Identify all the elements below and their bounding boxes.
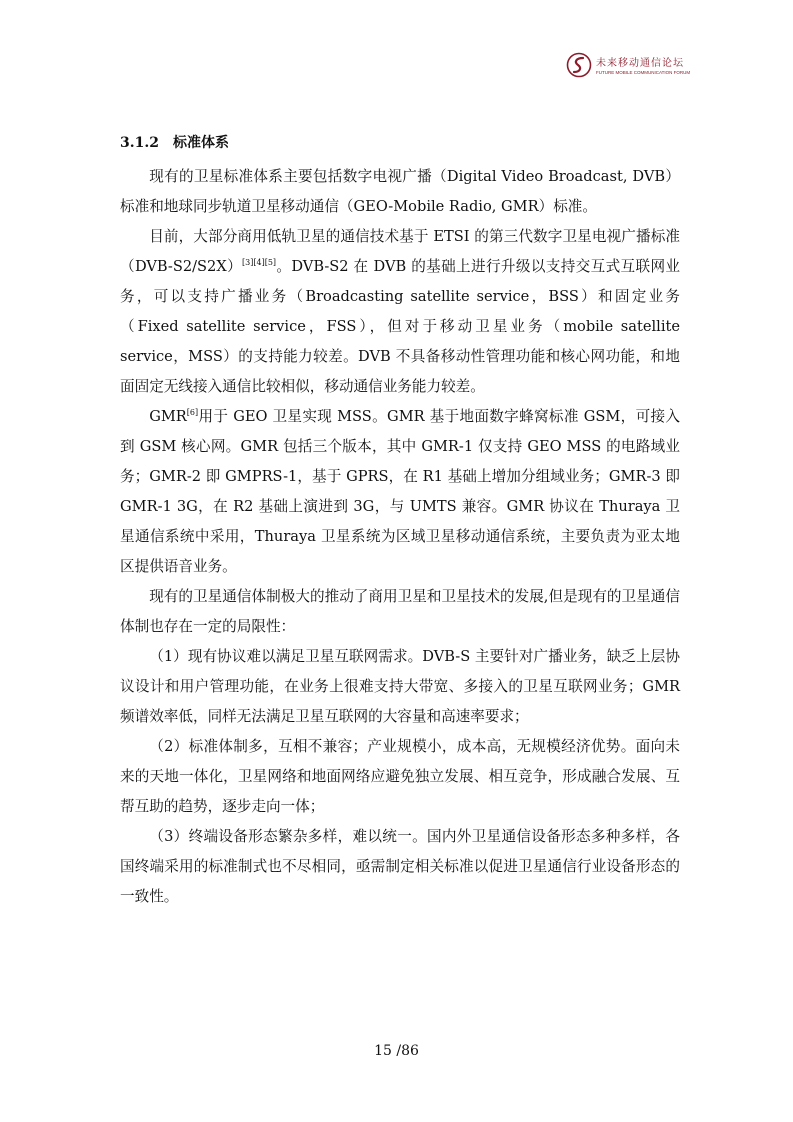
paragraph-3: GMR[6]用于 GEO 卫星实现 MSS。GMR 基于地面数字蜂窝标准 GSM，可接入到 GSM 核心网。GMR 包括三个版本，其中 GMR-1 仅支持 GEO MSS 的电路域业务；GMR-2 即 GMPRS-1，基于 GPRS，在 R1 基础上增加分组域业务；GMR-3 即 GMR-1 3G，在 R2 基础上演进到 3G，与 UMTS 兼容。GMR 协议在 Thuraya 卫星通信系统中采用，Thuraya 卫星系统为区域卫星移动通信系统，主要负责为亚太地区提供语音业务。 xyxy=(120,408,680,575)
forum-logo-icon xyxy=(566,52,592,78)
list-item-3: （3）终端设备形态繁杂多样，难以统一。国内外卫星通信设备形态多种多样，各国终端采用的标准制式也不尽相同，亟需制定相关标准以促进卫星通信行业设备形态的一致性。 xyxy=(120,828,680,905)
page-number: 15 /86 xyxy=(374,1043,419,1059)
section-number: 3.1.2 xyxy=(120,135,159,151)
section-title: 标准体系 xyxy=(172,135,229,151)
logo-english-text: FUTURE MOBILE COMMUNICATION FORUM xyxy=(596,70,691,75)
paragraph-2: 目前，大部分商用低轨卫星的通信技术基于 ETSI 的第三代数字卫星电视广播标准（DVB-S2/S2X）[3][4][5]。DVB-S2 在 DVB 的基础上进行升级以支持交互式互联网业务，可以支持广播业务（Broadcasting satellite service，BSS）和固定业务（Fixed satellite service，FSS），但对于移动卫星业务（mobile satellite service，MSS）的支持能力较差。DVB 不具备移动性管理功能和核心网功能，和地面固定无线接入通信比较相似，移动通信业务能力较差。 xyxy=(120,228,680,395)
section-heading xyxy=(120,128,680,158)
logo-chinese-text: 未来移动通信论坛 xyxy=(596,58,684,69)
citation-ref: [6] xyxy=(186,408,199,418)
header-logo xyxy=(566,50,706,84)
document-body xyxy=(120,128,680,912)
list-item-1: （1）现有协议难以满足卫星互联网需求。DVB-S 主要针对广播业务，缺乏上层协议设计和用户管理功能，在业务上很难支持大带宽、多接入的卫星互联网业务；GMR 频谱效率低，同样无法满足卫星互联网的大容量和高速率要求； xyxy=(120,648,680,725)
paragraph-1: 现有的卫星标准体系主要包括数字电视广播（Digital Video Broadcast, DVB）标准和地球同步轨道卫星移动通信（GEO-Mobile Radio, GMR）标准。 xyxy=(120,168,680,215)
list-item-2: （2）标准体制多，互相不兼容；产业规模小，成本高，无规模经济优势。面向未来的天地一体化，卫星网络和地面网络应避免独立发展、相互竞争，形成融合发展、互帮互助的趋势，逐步走向一体； xyxy=(120,738,680,815)
paragraph-4: 现有的卫星通信体制极大的推动了商用卫星和卫星技术的发展,但是现有的卫星通信体制也存在一定的局限性： xyxy=(120,588,680,635)
citation-ref: [3][4][5] xyxy=(242,258,277,268)
